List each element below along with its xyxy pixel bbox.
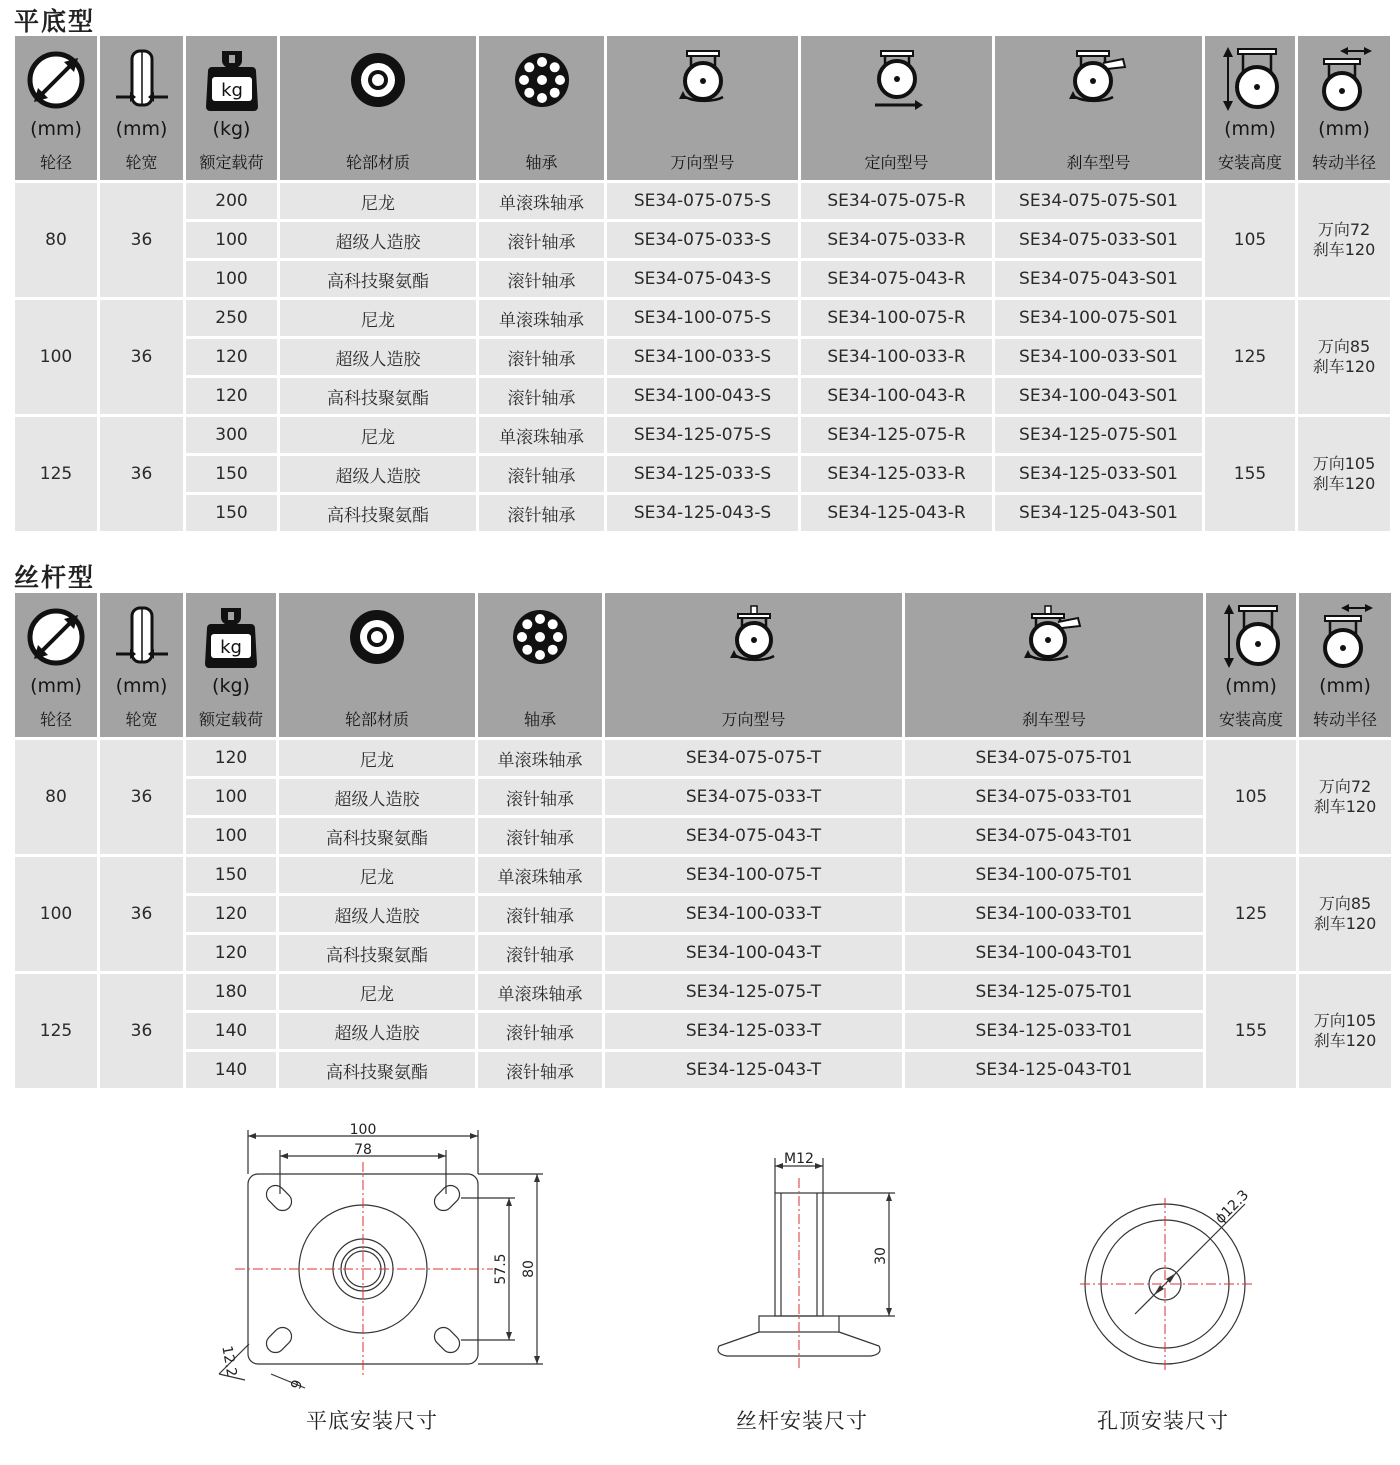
- cell-material: 尼龙: [279, 740, 475, 776]
- cell-brake: SE34-075-043-T01: [905, 818, 1203, 854]
- radius-swivel: 万向105: [1313, 1011, 1377, 1030]
- cell-load: 140: [186, 1013, 276, 1049]
- header-diameter-unit: (mm): [30, 118, 82, 140]
- table-row: [15, 339, 1390, 375]
- table-row: [15, 378, 1390, 414]
- table-row: [15, 261, 1390, 297]
- cell-width: 36: [100, 183, 183, 297]
- cell-load: 120: [186, 896, 276, 932]
- header-material-label: 轮部材质: [344, 710, 409, 729]
- cell-radius: [1298, 300, 1390, 414]
- threaded-stem-caption: 丝杆安装尺寸: [736, 1409, 868, 1433]
- header-height: [1205, 36, 1295, 180]
- header-bearing: [479, 36, 604, 180]
- cell-swivel: SE34-075-043-T: [605, 818, 902, 854]
- svg-text:kg: kg: [220, 637, 242, 658]
- table-row: [15, 300, 1390, 336]
- dim-outer-width: 100: [349, 1122, 377, 1138]
- dim-thread: M12: [784, 1151, 814, 1167]
- cell-load: 100: [186, 818, 276, 854]
- weight-kg-icon: [203, 604, 259, 670]
- cell-bearing: 滚针轴承: [479, 456, 604, 492]
- header-load: [186, 593, 276, 737]
- hollow-top-drawing: [1075, 1180, 1275, 1380]
- wheel-width-icon: [112, 47, 172, 113]
- header-diameter-label: 轮径: [39, 710, 72, 729]
- cell-height: 105: [1206, 740, 1296, 854]
- threaded-spec-table: [12, 590, 1394, 1091]
- cell-bearing: 滚针轴承: [478, 1052, 602, 1088]
- cell-bearing: 单滚珠轴承: [478, 857, 602, 893]
- cell-bearing: 滚针轴承: [479, 261, 604, 297]
- header-load-label: 额定载荷: [198, 710, 263, 729]
- cell-brake: SE34-075-033-S01: [995, 222, 1202, 258]
- cell-material: 超级人造胶: [279, 779, 475, 815]
- cell-height: 155: [1206, 974, 1296, 1088]
- header-brake: [995, 36, 1202, 180]
- header-width-unit: (mm): [115, 118, 168, 140]
- cell-swivel: SE34-125-033-T: [605, 1013, 902, 1049]
- cell-material: 超级人造胶: [280, 456, 476, 492]
- wheel-material-icon: [347, 607, 407, 667]
- header-diameter: [15, 593, 97, 737]
- header-diameter-label: 轮径: [39, 153, 72, 172]
- radius-brake: 刹车120: [1312, 474, 1376, 493]
- cell-rigid: SE34-075-075-R: [801, 183, 992, 219]
- threaded-section-title: 丝杆型: [14, 563, 96, 592]
- wheel-diameter-icon: [24, 605, 88, 669]
- table-row: [15, 974, 1391, 1010]
- header-rigid: [801, 36, 992, 180]
- header-rigid-label: 定向型号: [864, 153, 929, 172]
- cell-load: 100: [186, 222, 277, 258]
- header-width: [100, 593, 183, 737]
- flat-plate-caption: 平底安装尺寸: [306, 1409, 438, 1433]
- cell-width: 36: [100, 417, 183, 531]
- header-brake: [905, 593, 1203, 737]
- bearing-icon: [510, 607, 570, 667]
- dim-hole-spacing-x: 78: [354, 1142, 372, 1158]
- dim-slot-width: 9: [288, 1377, 307, 1392]
- swivel-radius-icon: [1313, 602, 1377, 672]
- cell-diameter: 100: [15, 857, 97, 971]
- cell-load: 120: [186, 339, 277, 375]
- header-width-label: 轮宽: [125, 153, 158, 172]
- threaded-stem-drawing: [705, 1148, 905, 1373]
- rigid-caster-icon: [867, 47, 927, 113]
- radius-swivel: 万向105: [1312, 454, 1376, 473]
- cell-load: 120: [186, 935, 276, 971]
- cell-diameter: 125: [15, 974, 97, 1088]
- cell-material: 尼龙: [279, 974, 475, 1010]
- cell-rigid: SE34-100-043-R: [801, 378, 992, 414]
- cell-material: 高科技聚氨酯: [279, 935, 475, 971]
- hollow-top-caption: 孔顶安装尺寸: [1097, 1409, 1229, 1433]
- cell-diameter: 80: [15, 740, 97, 854]
- header-height-unit: (mm): [1224, 118, 1276, 140]
- radius-brake: 刹车120: [1312, 357, 1376, 376]
- cell-material: 尼龙: [280, 417, 476, 453]
- header-bearing-label: 轴承: [523, 710, 556, 729]
- cell-bearing: 滚针轴承: [478, 779, 602, 815]
- cell-load: 300: [186, 417, 277, 453]
- cell-swivel: SE34-125-043-T: [605, 1052, 902, 1088]
- cell-load: 150: [186, 495, 277, 531]
- cell-material: 超级人造胶: [280, 222, 476, 258]
- header-height: [1206, 593, 1296, 737]
- cell-swivel: SE34-075-075-S: [607, 183, 798, 219]
- cell-material: 尼龙: [280, 300, 476, 336]
- cell-load: 100: [186, 779, 276, 815]
- cell-swivel: SE34-075-043-S: [607, 261, 798, 297]
- cell-swivel: SE34-100-043-T: [605, 935, 902, 971]
- table-row: [15, 1052, 1391, 1088]
- header-radius-unit: (mm): [1319, 675, 1371, 697]
- cell-brake: SE34-075-075-T01: [905, 740, 1203, 776]
- radius-brake: 刹车120: [1313, 914, 1377, 933]
- header-swivel-label: 万向型号: [721, 710, 786, 729]
- header-height-unit: (mm): [1225, 675, 1277, 697]
- flat-plate-drawing: [205, 1122, 565, 1397]
- header-load-unit: (kg): [212, 675, 250, 697]
- table-row: [15, 740, 1391, 776]
- threaded-brake-caster-icon: [1022, 604, 1086, 670]
- cell-width: 36: [100, 740, 183, 854]
- cell-diameter: 80: [15, 183, 97, 297]
- cell-bearing: 滚针轴承: [479, 339, 604, 375]
- header-width-label: 轮宽: [125, 710, 158, 729]
- radius-brake: 刹车120: [1313, 797, 1377, 816]
- table-row: [15, 896, 1391, 932]
- cell-brake: SE34-075-075-S01: [995, 183, 1202, 219]
- dim-slot-length: 12.2: [218, 1344, 240, 1379]
- cell-bearing: 单滚珠轴承: [479, 417, 604, 453]
- cell-swivel: SE34-125-033-S: [607, 456, 798, 492]
- cell-brake: SE34-100-043-T01: [905, 935, 1203, 971]
- cell-height: 155: [1205, 417, 1295, 531]
- cell-rigid: SE34-075-033-R: [801, 222, 992, 258]
- header-radius: [1298, 36, 1390, 180]
- cell-bearing: 滚针轴承: [479, 222, 604, 258]
- cell-height: 125: [1206, 857, 1296, 971]
- cell-rigid: SE34-100-033-R: [801, 339, 992, 375]
- cell-height: 125: [1205, 300, 1295, 414]
- cell-material: 超级人造胶: [279, 896, 475, 932]
- cell-brake: SE34-100-075-T01: [905, 857, 1203, 893]
- cell-material: 高科技聚氨酯: [279, 818, 475, 854]
- cell-load: 140: [186, 1052, 276, 1088]
- cell-brake: SE34-125-075-S01: [995, 417, 1202, 453]
- cell-bearing: 单滚珠轴承: [479, 183, 604, 219]
- table-row: [15, 1013, 1391, 1049]
- cell-material: 高科技聚氨酯: [280, 495, 476, 531]
- header-height-label: 安装高度: [1217, 153, 1282, 172]
- mount-height-icon: [1219, 602, 1283, 672]
- header-material-label: 轮部材质: [345, 153, 410, 172]
- wheel-material-icon: [348, 50, 408, 110]
- header-radius-label: 转动半径: [1312, 710, 1377, 729]
- header-radius-unit: (mm): [1318, 118, 1370, 140]
- cell-rigid: SE34-125-075-R: [801, 417, 992, 453]
- cell-load: 250: [186, 300, 277, 336]
- mount-height-icon: [1218, 45, 1282, 115]
- header-height-label: 安装高度: [1218, 710, 1283, 729]
- cell-load: 180: [186, 974, 276, 1010]
- cell-bearing: 单滚珠轴承: [479, 300, 604, 336]
- cell-swivel: SE34-075-033-S: [607, 222, 798, 258]
- header-bearing-label: 轴承: [525, 153, 558, 172]
- header-diameter: [15, 36, 97, 180]
- dim-hole-spacing-y: 57.5: [493, 1253, 509, 1285]
- cell-bearing: 滚针轴承: [478, 896, 602, 932]
- cell-brake: SE34-100-043-S01: [995, 378, 1202, 414]
- swivel-radius-icon: [1312, 45, 1376, 115]
- cell-radius: [1298, 417, 1390, 531]
- header-swivel: [607, 36, 798, 180]
- header-brake-label: 刹车型号: [1021, 710, 1086, 729]
- flat-header-row: [15, 36, 1390, 180]
- cell-radius: [1298, 183, 1390, 297]
- dim-hole-diameter: ϕ12.3: [1212, 1187, 1253, 1228]
- table-row: [15, 222, 1390, 258]
- cell-material: 尼龙: [280, 183, 476, 219]
- cell-load: 120: [186, 740, 276, 776]
- cell-rigid: SE34-125-043-R: [801, 495, 992, 531]
- header-swivel: [605, 593, 902, 737]
- cell-load: 200: [186, 183, 277, 219]
- header-width: [100, 36, 183, 180]
- cell-material: 高科技聚氨酯: [280, 378, 476, 414]
- header-radius: [1299, 593, 1391, 737]
- cell-width: 36: [100, 300, 183, 414]
- brake-caster-icon: [1067, 47, 1131, 113]
- cell-load: 150: [186, 857, 276, 893]
- cell-bearing: 滚针轴承: [479, 495, 604, 531]
- radius-swivel: 万向72: [1317, 220, 1371, 239]
- cell-bearing: 单滚珠轴承: [478, 740, 602, 776]
- cell-material: 高科技聚氨酯: [279, 1052, 475, 1088]
- wheel-width-icon: [112, 604, 172, 670]
- cell-swivel: SE34-100-033-S: [607, 339, 798, 375]
- cell-material: 超级人造胶: [280, 339, 476, 375]
- threaded-header-row: [15, 593, 1391, 737]
- swivel-caster-icon: [673, 47, 733, 113]
- bearing-icon: [512, 50, 572, 110]
- cell-brake: SE34-125-033-T01: [905, 1013, 1203, 1049]
- flat-spec-table: [12, 33, 1393, 534]
- cell-brake: SE34-125-033-S01: [995, 456, 1202, 492]
- cell-rigid: SE34-125-033-R: [801, 456, 992, 492]
- flat-section-title: 平底型: [14, 7, 96, 36]
- cell-bearing: 滚针轴承: [478, 935, 602, 971]
- cell-radius: [1299, 857, 1391, 971]
- radius-swivel: 万向85: [1317, 337, 1371, 356]
- header-material: [279, 593, 475, 737]
- cell-rigid: SE34-075-043-R: [801, 261, 992, 297]
- header-brake-label: 刹车型号: [1066, 153, 1131, 172]
- cell-width: 36: [100, 974, 183, 1088]
- threaded-swivel-caster-icon: [724, 604, 784, 670]
- dim-outer-height: 80: [521, 1260, 537, 1278]
- cell-swivel: SE34-100-043-S: [607, 378, 798, 414]
- cell-height: 105: [1205, 183, 1295, 297]
- cell-brake: SE34-125-043-T01: [905, 1052, 1203, 1088]
- cell-swivel: SE34-100-033-T: [605, 896, 902, 932]
- cell-width: 36: [100, 857, 183, 971]
- header-diameter-unit: (mm): [30, 675, 82, 697]
- cell-load: 120: [186, 378, 277, 414]
- cell-brake: SE34-125-075-T01: [905, 974, 1203, 1010]
- cell-brake: SE34-075-033-T01: [905, 779, 1203, 815]
- radius-swivel: 万向85: [1318, 894, 1372, 913]
- cell-brake: SE34-100-075-S01: [995, 300, 1202, 336]
- cell-material: 高科技聚氨酯: [280, 261, 476, 297]
- cell-bearing: 滚针轴承: [478, 1013, 602, 1049]
- cell-swivel: SE34-075-075-T: [605, 740, 902, 776]
- header-material: [280, 36, 476, 180]
- header-radius-label: 转动半径: [1311, 153, 1376, 172]
- cell-bearing: 单滚珠轴承: [478, 974, 602, 1010]
- cell-swivel: SE34-125-075-S: [607, 417, 798, 453]
- table-row: [15, 417, 1390, 453]
- weight-kg-icon: [204, 47, 260, 113]
- header-bearing: [478, 593, 602, 737]
- header-width-unit: (mm): [115, 675, 168, 697]
- cell-diameter: 100: [15, 300, 97, 414]
- cell-load: 150: [186, 456, 277, 492]
- table-row: [15, 935, 1391, 971]
- table-row: [15, 857, 1391, 893]
- cell-load: 100: [186, 261, 277, 297]
- radius-brake: 刹车120: [1312, 240, 1376, 259]
- table-row: [15, 456, 1390, 492]
- cell-swivel: SE34-100-075-S: [607, 300, 798, 336]
- table-row: [15, 183, 1390, 219]
- header-load: [186, 36, 277, 180]
- cell-bearing: 滚针轴承: [478, 818, 602, 854]
- dim-stem-length: 30: [873, 1247, 889, 1265]
- cell-swivel: SE34-100-075-T: [605, 857, 902, 893]
- radius-swivel: 万向72: [1318, 777, 1372, 796]
- cell-material: 超级人造胶: [279, 1013, 475, 1049]
- table-row: [15, 495, 1390, 531]
- cell-radius: [1299, 974, 1391, 1088]
- cell-radius: [1299, 740, 1391, 854]
- cell-brake: SE34-075-043-S01: [995, 261, 1202, 297]
- radius-brake: 刹车120: [1313, 1031, 1377, 1050]
- wheel-diameter-icon: [24, 48, 88, 112]
- cell-brake: SE34-125-043-S01: [995, 495, 1202, 531]
- cell-swivel: SE34-125-043-S: [607, 495, 798, 531]
- header-swivel-label: 万向型号: [670, 153, 735, 172]
- cell-diameter: 125: [15, 417, 97, 531]
- table-row: [15, 779, 1391, 815]
- cell-bearing: 滚针轴承: [479, 378, 604, 414]
- cell-brake: SE34-100-033-S01: [995, 339, 1202, 375]
- header-load-label: 额定载荷: [199, 153, 264, 172]
- cell-material: 尼龙: [279, 857, 475, 893]
- cell-swivel: SE34-075-033-T: [605, 779, 902, 815]
- header-load-unit: (kg): [212, 118, 251, 140]
- cell-brake: SE34-100-033-T01: [905, 896, 1203, 932]
- table-row: [15, 818, 1391, 854]
- cell-rigid: SE34-100-075-R: [801, 300, 992, 336]
- svg-text:kg: kg: [220, 80, 243, 101]
- cell-swivel: SE34-125-075-T: [605, 974, 902, 1010]
